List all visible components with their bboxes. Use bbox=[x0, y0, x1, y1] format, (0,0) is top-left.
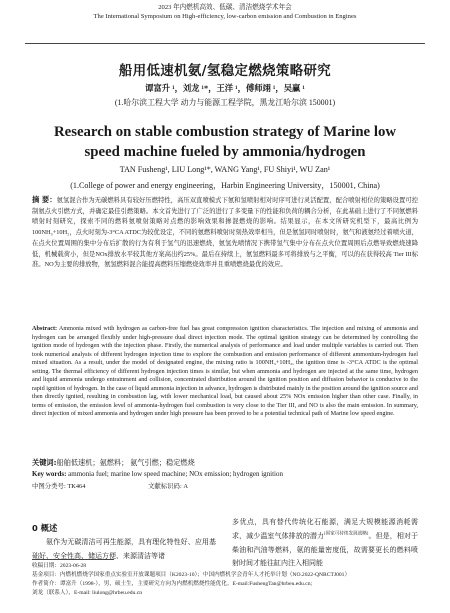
section-heading: 0 概述 bbox=[32, 523, 58, 533]
intro-left-column: 氨作为无碳清洁可再生能源，具有理化特性好、应用基础好、安全性高、储运方便、来源清洁等诸 bbox=[32, 538, 216, 560]
keywords-chinese-label: 关键词: bbox=[32, 458, 57, 467]
header-rule bbox=[25, 43, 425, 44]
footnote-author: 作者简介：谭富升（1998-），男，硕士生，主要研究方向为内燃机燃烧性能优化。E-mail:FushengTan@hrbeu.edu.cn; bbox=[32, 581, 313, 587]
citation-marker: [国家可持续发展战略] bbox=[324, 530, 369, 536]
abstract-chinese-label: 摘 要： bbox=[32, 195, 57, 204]
abstract-english-label: Abstract: bbox=[32, 325, 58, 332]
document-code: 文献标识码: A bbox=[148, 483, 188, 490]
title-english-line2: speed machine fueled by ammonia/hydrogen bbox=[84, 144, 366, 160]
footnote-rule bbox=[32, 559, 114, 560]
header-line-cn: 2023 年内燃机高效、低碳、清洁燃烧学术年会 bbox=[158, 4, 292, 11]
authors-english: TAN Fusheng¹, LIU Long¹*, WANG Yang¹, FU Shiyi¹, WU Zan¹ bbox=[119, 165, 331, 174]
abstract-chinese bbox=[32, 195, 418, 271]
footnote-fund: 基金项目：内燃机燃烧学国家重点实验室开放课题项目（K2023-10）；中国内燃机学会青年人才托举计划（NO.2022-QNRCTJ001） bbox=[32, 572, 351, 578]
keywords-chinese bbox=[32, 458, 418, 468]
title-english bbox=[0, 122, 450, 162]
authors-chinese: 谭富升 ¹，刘龙 ¹*，王洋 ¹，傅师翊 ¹，吴赢 ¹ bbox=[145, 84, 305, 93]
abstract-english-text: Ammonia mixed with hydrogen as carbon-free fuel has great compression ignition characteristics. The injection and mixing of ammonia and hydrogen can be arranged flexibly under high-pressure dual direct injection mode. The optimal ignition strategy can be determined by controlling the ignition mode of hydrogen with the injection phase. Firstly, the numerical analysis of performance and load under multiple variables is carried out. Then took numerical analysis of different hydrogen injection time to explore the combustion and emission performance of different ammonium-hydrogen fuel mixed situation. As a result, under the model of designated engine, the mixing ratio is 100NH₃+10H₂, the ignition time is -3°CA ATDC is the optimal setting. The thermal efficiency of different hydrogen injection times is similar, but when ammonia and hydrogen are injected at the same time, hydrogen and liquid ammonia undergo entrainment and collision, concentrated distribution around the ignition position and diffusion behavior is conducive to the rapid ignition of hydrogen. In the case of liquid ammonia injection in advance, hydrogen is distributed mainly in the position around the ignition source and then directly ignited, resulting in combustion lag, with lower mechanical load, but caused about 25% NOx emission higher than other case. Finally, in terms of emission, the emission level of ammonia-hydrogen fuel combustion is very close to the Tier III, and NO is also the main emission. In summary, direct injection of mixed ammonia and hydrogen under high pressure has been proved to be a potential technical path of Marine low speed engine. bbox=[32, 325, 418, 417]
abstract-chinese-text: 氨氢混合作为无碳燃料具有较好压燃特性，高压双直喷模式下氨和氢喷射相对时序可进行灵活配置，配合喷射相位的策略设置可控制氨点火引燃方式，并确定最佳引燃策略。本文首先进行了广泛的进行了多变量下的性能和负荷的耦合分析，在此基础上进行了不同氨燃料喷射时刻研究，探索不同的燃料氨喷射策略对点燃的影响效果和掺混燃烧的影响。结果显示，在本文所研究机型下，最高比例为100NH₃+10H₂，点火时刻为-3°CA ATDC为较优设定，不同的氨燃料喷射时刻热效率相当，但是氨氢同时喷射时，氨气和液氨经过着喷火道，在点火位置周围的集中分布后扩散的行为有利于氢气的迅速燃烧，氨氢先喷情况下携带氢气集中分布在点火位置周围后点燃导致燃烧速降低，机械载荷小，但是NOx排放水平较其他方案高出约25%。最后在持续上，氨氢燃料最多可将排放与之平衡，可以的在获得较高 Tier III标准。NO为主要的排放物，氨氢燃料混合能提高燃料压缩燃烧效率并且重喷燃烧最优的效应。 bbox=[32, 197, 419, 269]
classification-number: 中图分类号: TK464 bbox=[32, 483, 86, 490]
intro-right-text-a: 多优点，具有替代传统化石能源，满足大规模能源消耗需求，减少温室气体排放的潜力 bbox=[232, 518, 418, 540]
affiliation-chinese: (1.哈尔滨工程大学 动力与能源工程学院，黑龙江哈尔滨 150001) bbox=[114, 98, 336, 107]
title-chinese: 船用低速机氨/氢稳定燃烧策略研究 bbox=[118, 64, 332, 79]
abstract-english bbox=[32, 325, 418, 419]
intro-right-text-b: 。但是，相对于柴油和汽油等燃料，氨的能量密度低，故需要更长的燃料喷射时间才能往缸内注入相同能 bbox=[232, 531, 419, 568]
header-line-en: The International Symposium on High-efficiency, low-carbon emission and Combustion in Engines bbox=[93, 12, 357, 20]
footnote-received: 收稿日期：2023-06-28 bbox=[32, 563, 87, 569]
affiliation-english: (1.College of power and energy engineering，Harbin Engineering University，150001, China) bbox=[70, 181, 380, 190]
keywords-chinese-text: 船舶低速机；氨燃料； 氨气引燃；稳定燃烧 bbox=[56, 459, 195, 467]
running-header bbox=[0, 4, 450, 21]
keywords-english bbox=[32, 470, 418, 478]
footnote-contact: 刘龙（联系人），E-mail: liulong@hrbeu.edu.cn bbox=[32, 590, 143, 596]
title-english-line1: Research on stable combustion strategy of Marine low bbox=[53, 124, 397, 140]
keywords-english-label: Key words: bbox=[32, 470, 67, 478]
keywords-english-text: ammonia fuel; marine low speed machine; NOx emission; hydrogen ignition bbox=[68, 470, 283, 478]
